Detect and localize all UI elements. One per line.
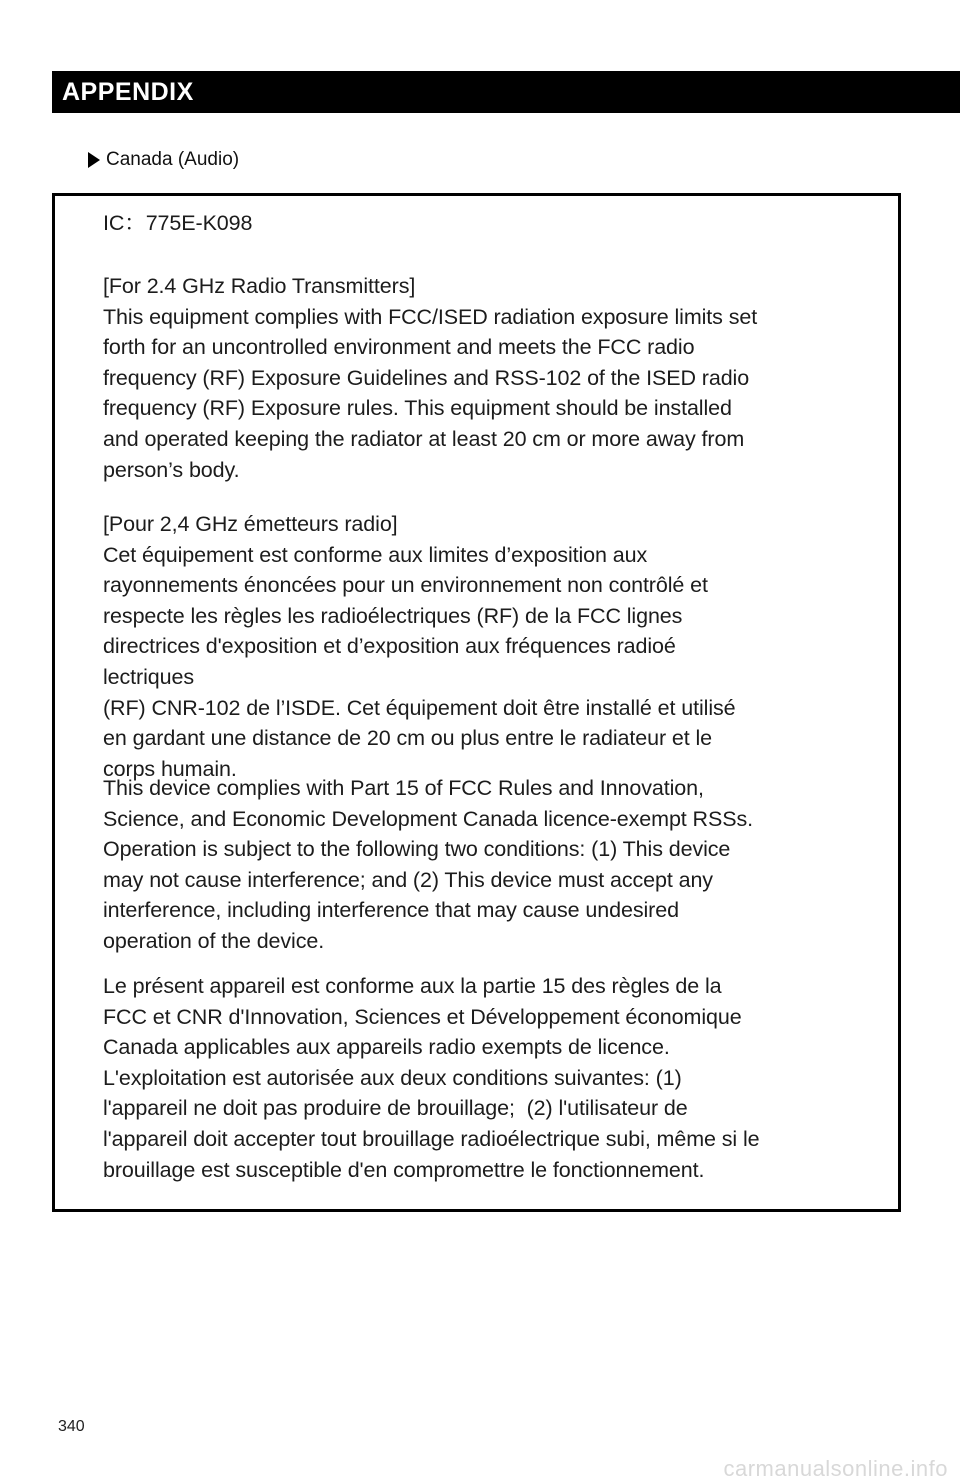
subsection-label: Canada (Audio) <box>106 149 240 170</box>
radio-exposure-french: [Pour 2,4 GHz émetteurs radio] Cet équipement est conforme aux limites d’exposition aux rayonnements énoncées pour un environnement non contrôlé et respecte les règles les radioélectriques (RF) de la FCC lignes directrices d'exposition et d’exposition aux fréquences radioé lectriques (RF) CNR-102 de l’ISDE. Cet équipement doit être installé et utilisé en gardant une distance de 20 cm ou plus entre le radiateur et le corps humain. <box>103 512 736 781</box>
section-title: APPENDIX <box>62 77 194 106</box>
page-number: 340 <box>58 1418 85 1435</box>
ic-number: IC：775E-K098 <box>103 211 253 235</box>
triangle-right-icon <box>88 152 100 168</box>
radio-exposure-english: [For 2.4 GHz Radio Transmitters] This equipment complies with FCC/ISED radiation exposure limits set forth for an uncontrolled environment and meets the FCC radio frequency (RF) Exposure Guidelines and RSS-102 of the ISED radio frequency (RF) Exposure rules. This equipment should be installed and operated keeping the radiator at least 20 cm or more away from person’s body. <box>103 274 758 482</box>
subsection-heading <box>88 149 239 171</box>
watermark: carmanualsonline.info <box>723 1456 948 1481</box>
section-header <box>52 71 960 113</box>
part15-french: Le présent appareil est conforme aux la partie 15 des règles de la FCC et CNR d'Innovation, Sciences et Développement économique Canada applicables aux appareils radio exempts de licence. L'exploitation est autorisée aux deux conditions suivantes: (1) l'appareil ne doit pas produire de brouillage; (2) l'utilisateur de l'appareil doit accepter tout brouillage radioélectrique subi, même si le brouillage est susceptible d'en compromettre le fonctionnement. <box>103 974 760 1182</box>
part15-english: This device complies with Part 15 of FCC Rules and Innovation, Science, and Economic Development Canada licence-exempt RSSs. Operation is subject to the following two conditions: (1) This device may not cause interference; and (2) This device must accept any interference, including interference that may cause undesired operation of the device. <box>103 776 753 953</box>
regulatory-notice-box <box>52 193 901 1212</box>
